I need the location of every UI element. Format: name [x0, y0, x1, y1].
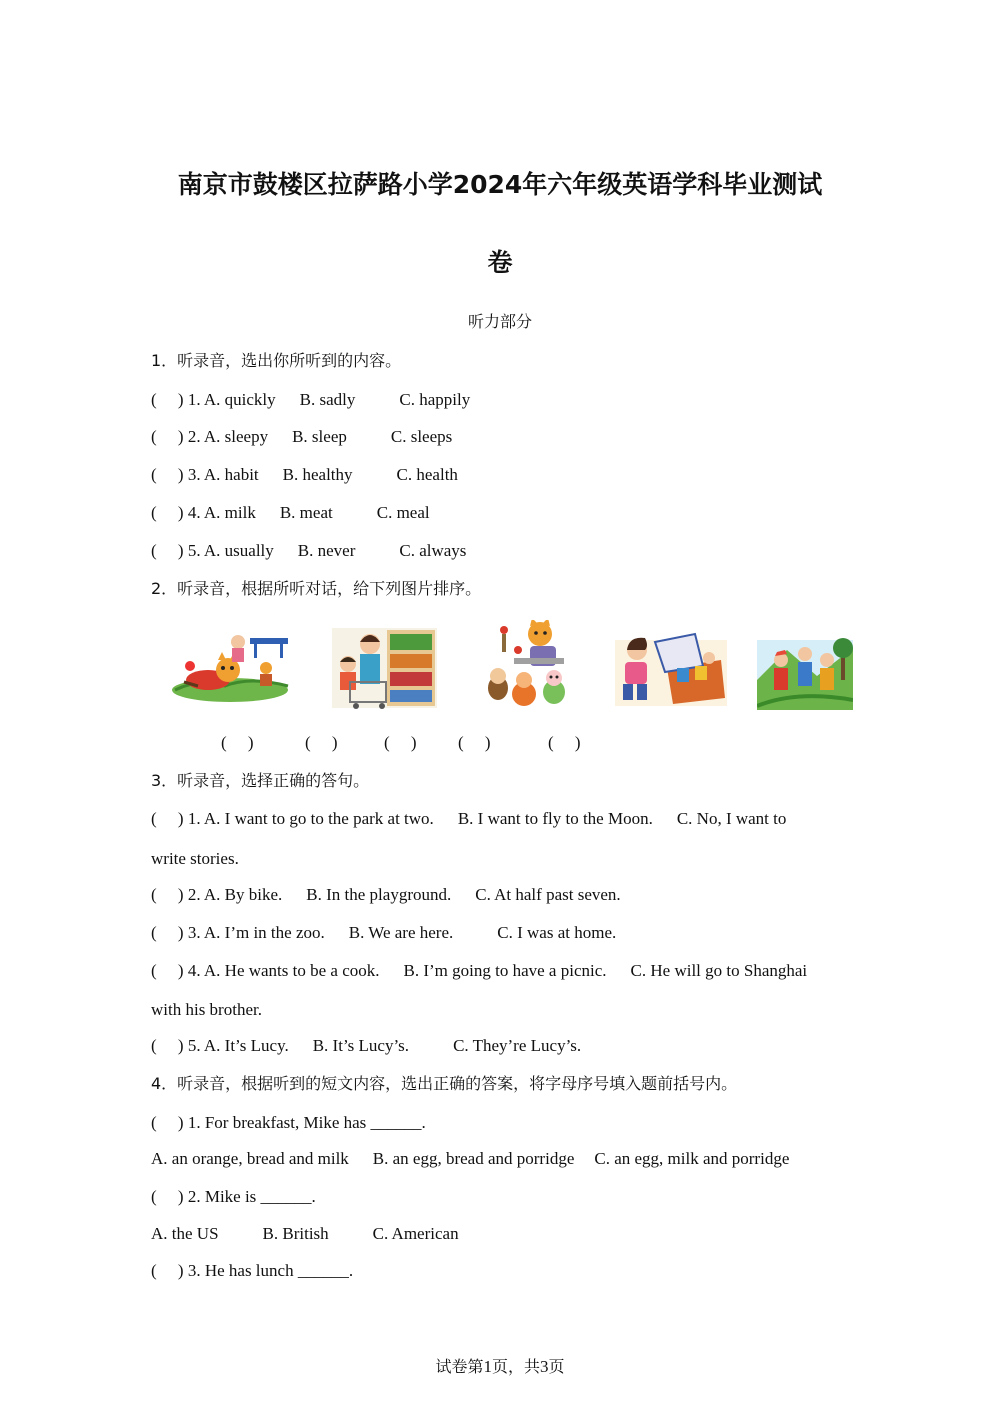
q3-option-c: C. They’re Lucy’s.: [453, 1036, 582, 1055]
q3-option-a: ( ) 2. A. By bike.: [151, 885, 283, 904]
q1-option-b: B. meat: [279, 503, 333, 522]
q1-option-c: C. health: [396, 465, 458, 484]
cat-picnic-picture: [170, 620, 295, 712]
q1-option-b: B. healthy: [282, 465, 353, 484]
q2-answer-blank[interactable]: ( ): [305, 733, 338, 752]
q4-item-stem: ( ) 3. He has lunch ______.: [151, 1261, 354, 1280]
hiking-picture: [757, 620, 853, 710]
q3-option-a: ( ) 1. A. I want to go to the park at two.: [151, 809, 434, 828]
q3-item-continuation: with his brother.: [151, 1000, 262, 1019]
q1-option-c: C. always: [399, 541, 467, 560]
q4-item-stem: ( ) 2. Mike is ______.: [151, 1187, 316, 1206]
page-footer: [0, 1356, 1000, 1378]
q3-option-c: C. He will go to Shanghai: [630, 961, 808, 980]
q4-option-c: C. American: [372, 1224, 459, 1243]
footer-total-pages: 3: [540, 1357, 549, 1376]
q2-answer-blank[interactable]: ( ): [548, 733, 581, 752]
footer-mid: 页，共: [491, 1357, 540, 1376]
q1-item: [151, 464, 458, 486]
q1-item-stem: ( ) 5. A. usually: [151, 541, 274, 560]
q1-option-b: B. sleep: [292, 427, 347, 446]
q3-option-b: B. I’m going to have a picnic.: [403, 961, 607, 980]
q4-option-c: C. an egg, milk and porridge: [594, 1149, 790, 1168]
q2-answer-blank[interactable]: ( ): [384, 733, 417, 752]
q3-option-c: C. I was at home.: [497, 923, 617, 942]
q1-item-stem: ( ) 2. A. sleepy: [151, 427, 269, 446]
cat-teacher-picture: [478, 620, 578, 712]
q3-item: [151, 884, 621, 906]
q3-option-c: C. No, I want to: [676, 809, 787, 828]
q3-prompt: 3．听录音，选择正确的答句。: [151, 771, 370, 790]
q3-item-continuation: write stories.: [151, 849, 239, 868]
q3-option-a: ( ) 5. A. It’s Lucy.: [151, 1036, 289, 1055]
q1-option-c: C. sleeps: [390, 427, 453, 446]
exam-title-line2: 卷: [487, 248, 513, 277]
q3-option-a: ( ) 3. A. I’m in the zoo.: [151, 923, 325, 942]
footer-page-number: 1: [483, 1357, 492, 1376]
q1-prompt: 1．听录音，选出你所听到的内容。: [151, 351, 402, 370]
q1-item-stem: ( ) 3. A. habit: [151, 465, 259, 484]
q4-option-a: A. the US: [151, 1224, 219, 1243]
q3-option-b: B. In the playground.: [306, 885, 452, 904]
q1-option-c: C. happily: [399, 390, 471, 409]
q1-option-b: B. never: [297, 541, 356, 560]
q4-prompt: 4．听录音，根据听到的短文内容，选出正确的答案，将字母序号填入题前括号内。: [151, 1074, 738, 1093]
q3-option-a: ( ) 4. A. He wants to be a cook.: [151, 961, 380, 980]
q1-item: [151, 502, 430, 524]
q3-option-b: B. It’s Lucy’s.: [312, 1036, 410, 1055]
q2-prompt: 2．听录音，根据所听对话，给下列图片排序。: [151, 579, 482, 598]
q2-answer-blank[interactable]: ( ): [221, 733, 254, 752]
q4-options: [151, 1223, 459, 1245]
q3-option-b: B. I want to fly to the Moon.: [457, 809, 653, 828]
q4-item-stem: ( ) 1. For breakfast, Mike has ______.: [151, 1113, 426, 1132]
q3-item: [151, 1035, 581, 1057]
q1-item-stem: ( ) 1. A. quickly: [151, 390, 276, 409]
q4-option-b: B. an egg, bread and porridge: [372, 1149, 575, 1168]
q1-item: [151, 389, 470, 411]
exam-title-line1: 南京市鼓楼区拉萨路小学2024年六年级英语学科毕业测试: [177, 170, 823, 199]
q1-option-b: B. sadly: [299, 390, 356, 409]
q3-option-c: C. At half past seven.: [475, 885, 621, 904]
q4-options: [151, 1148, 789, 1170]
girl-box-picture: [615, 620, 727, 708]
q4-option-a: A. an orange, bread and milk: [151, 1149, 349, 1168]
footer-prefix: 试卷第: [435, 1357, 484, 1376]
q3-option-b: B. We are here.: [348, 923, 454, 942]
shopping-picture: [332, 620, 437, 710]
q2-answer-blank[interactable]: ( ): [458, 733, 491, 752]
q3-item: [151, 922, 616, 944]
q1-option-c: C. meal: [376, 503, 430, 522]
q4-option-b: B. British: [262, 1224, 329, 1243]
q3-item: [151, 960, 807, 982]
q1-item: [151, 540, 466, 562]
q1-item-stem: ( ) 4. A. milk: [151, 503, 256, 522]
q3-item: [151, 808, 786, 830]
q1-item: [151, 426, 452, 448]
footer-suffix: 页: [548, 1357, 565, 1376]
section-title: 听力部分: [467, 312, 532, 331]
